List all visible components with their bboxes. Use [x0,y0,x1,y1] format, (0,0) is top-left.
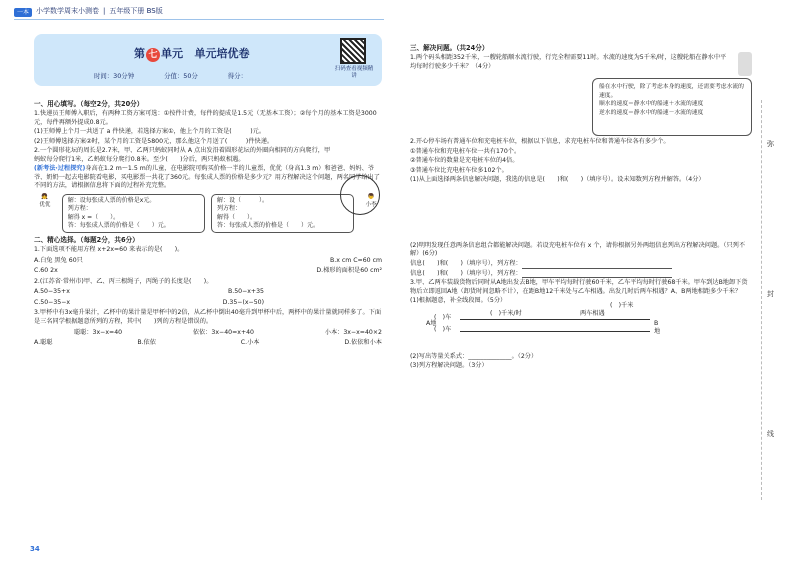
header-rule [14,19,384,20]
q5-opt-b[interactable]: B.50−x+35 [228,288,264,296]
r3b: (2)写出等量关系式：______________。（2分） [410,352,538,360]
unit-banner [34,34,382,86]
q1a: (1)王师傅上个月一共送了 a 件快递，若选择方案①，他上个月的工资是( )元。 [34,128,266,136]
r2c-2-text: 信息( )和( )（填序号），列方程： [410,269,522,277]
r2a-answer-space[interactable] [410,186,750,242]
q3-tag: (新考法·过程探究) [34,165,86,173]
q5-opt-d[interactable]: D.35−(x−50) [222,298,264,306]
q5-opt-c[interactable]: C.50−35−x [34,298,71,306]
tip-line-1: 船在水中行驶，除了考虑本身的速度，还需要考虑水流的速度。 [599,84,744,99]
q3 [34,165,382,191]
brand-logo: 一本 [14,8,32,17]
got-score: 得分： [227,72,247,80]
q5-opt-a[interactable]: A.50−35+x [34,288,70,296]
section-1-title: 一、用心填写。（每空2分，共20分） [34,100,144,108]
q5-options [34,288,264,297]
tip-box [592,78,752,136]
dialog-row [34,194,382,233]
q6-equations [34,329,382,338]
b1-l4: 答：每张成人票的价格是（ ）元。 [67,221,170,229]
bubble-1 [62,194,205,233]
q4-opt-c[interactable]: C.60 2x [34,267,58,275]
q4-options [34,257,382,266]
q2: 2.一个圆形花坛的周长是2.7米，甲、乙两只蚂蚁同时从 A 点出发沿着圆形花坛的外圈向相同的方向爬行，甲蚂蚁每分爬行1米，乙蚂蚁每分爬行0.8米。至少( )分后，两只蚂蚁相遇。 [34,147,331,163]
page-number: 34 [30,545,40,553]
section-3-title: 三、解决问题。（共24分） [410,44,489,52]
unit-subtitle: 单元培优卷 [194,47,250,60]
margin-xian: 线 [767,430,774,438]
diagram-meet: 两车相遇 [580,309,605,317]
unit-number-badge: 七 [146,48,160,62]
kid-xiaoli: 👦 小李 [365,194,377,208]
q4-opt-a[interactable]: A.白兔 黑兔 60只 [34,256,83,264]
b2-l1: 解：设（ ）。 [217,197,269,205]
edition: 五年级下册 BS版 [109,7,163,16]
b1-l2: 列方程： [67,205,92,213]
q6-opt-d[interactable]: D.依依和小本 [344,339,382,347]
r2c-1-answer-line[interactable] [522,262,672,269]
section-2-title: 二、精心选择。（每题2分，共6分） [34,236,139,245]
score-info: 分值：50分 [164,72,198,80]
qr-caption: 扫码查看视频精讲 [334,66,374,79]
tip-line-3: 逆水的速度＝静水中的船速－水流的速度 [599,110,704,117]
header-bar [14,6,163,18]
kid1-name: 优优 [39,201,51,208]
b1-l1: 解：设每张成人票的价格是x元。 [67,197,156,205]
r2a: (1)从上面选择两条信息解决问题，我选的信息是( )和( )（填序号）。设未知数列方程并解答。（4分） [410,176,705,184]
r2-info-1: ①普通车位和充电桩车位一共有170个。 [410,147,521,155]
r2c-1-text: 信息( )和( )（填序号），列方程： [410,260,522,268]
binding-line [761,100,762,500]
r2-info-3: ③普通车位比充电桩车位多102个。 [410,166,508,174]
tip-line-2: 顺水的速度＝静水中的船速＋水流的速度 [599,101,704,108]
kid2-name: 小李 [365,201,377,208]
book-title: 小学数学周末小测卷 [36,7,100,16]
q1: 1.快递员王师傅入职后，有两种工资方案可选：①按件计费，每件的提成是1.5元（无基本工资）；②每个月的基本工资是3000元，每件再额外提成0.8元。 [34,110,377,126]
q4-opt-b[interactable]: B.x cm C=60 cm [329,256,382,264]
margin-mi: 弥 [767,140,774,148]
q4-opt-d[interactable]: D.梯形的面积是60 cm² [316,267,382,275]
diagram-car2: ( )车 [434,325,452,333]
b1-l3: 解得 x =（ ）。 [67,213,120,221]
unit-title [134,46,250,62]
diagram-b: B地 [654,319,661,336]
time-info: 时间：30分钟 [94,72,135,80]
q6-opt-c[interactable]: C.小本 [240,339,260,347]
b2-l2: 列方程： [217,205,242,213]
bubble-2 [211,194,354,233]
q6-eq-3: 小本：3x−x=40×2 [324,328,382,336]
q1b: (2)王师傅选择方案②时，某个月的工资是5800元，那么他这个月送了( )件快递。 [34,137,274,145]
q6-options [34,339,382,348]
b2-l4: 答：每张成人票的价格是（ ）元。 [217,221,320,229]
segment-diagram [426,301,661,353]
q4-options-2 [34,267,382,276]
unit-prefix: 第 [134,47,145,60]
r3: 3.甲、乙两车装载货物后同时从A地出发去B地，甲车平均每时行驶60千米，乙车平均每时行驶68千米。甲车到达B地卸下货物后立即返回A地（卸货时间忽略不计），在距B地12千米处与乙车相遇。出发几时后两车相遇？A、B两地相距多少千米？ [410,279,748,295]
r1: 1.两个码头相距352千米，一艘轮船顺水流行驶，行完全程需要11时。水流的速度为5千米/时，这艘轮船在静水中平均每时行驶多少千米？（4分） [410,54,727,70]
q6-eq-1: 聪聪：3x−x=40 [74,328,123,336]
r3a: (1)根据题意，补全线段图。（5分） [410,297,507,305]
kid-youyou: 👧 优优 [39,194,51,208]
diagram-a: A地 [426,319,437,327]
exam-meta [94,72,247,81]
r2b: (2)明明发现任意两条信息组合都能解决问题。若设充电桩车位有 x 个，请你根据另外两组信息列出方程解决问题。（只列不解）(6分) [410,241,746,258]
margin-feng: 封 [767,290,774,298]
r2-info-2: ②普通车位的数量是充电桩车位的4倍。 [410,157,519,165]
q4: 1.下面选项不能用方程 x+2x=60 来表示的是( )。 [34,246,184,254]
q5-options-2 [34,299,264,308]
b2-l3: 解得（ ）。 [217,213,257,221]
header-divider: | [103,7,106,16]
r3c: (3)列方程解决问题。（3分） [410,362,488,370]
diagram-speed: ( )千米/时 [490,309,522,317]
q5: 2.(江苏省·常州市)甲、乙、丙三根绳子，丙绳子的长度是( )。 [34,277,213,285]
r2: 2.开心停车场有普通车位和充电桩车位，根据以下信息，求充电桩车位和普通车位各有多少个。 [410,138,670,146]
left-column [34,98,382,350]
flowerbed-circle [340,175,380,215]
pencil-icon [738,52,752,76]
r2c-2 [410,270,750,279]
r2c-2-answer-line[interactable] [522,271,672,278]
diagram-line-2 [460,331,650,332]
qr-code-icon[interactable] [340,38,366,64]
q6-opt-b[interactable]: B.依依 [137,339,156,347]
r2c-1 [410,260,750,269]
q3-text: 身高在1.2 m～1.5 m的儿童，在电影院可购买价格一半的儿童票，优优（身高1.3 m）和爸爸、妈妈、爷爷、奶奶一起去电影院看电影，买电影票一共花了360元。每张成人票的价格是多少元？用方程解决这个问题，两名同学给出了不同的方法，请根据信息将下面的过程补充完整。 [34,165,380,190]
diagram-km: ( )千米 [610,301,634,309]
q6-eq-2: 依依：3x−40=x+40 [192,328,254,336]
q6-opt-a[interactable]: A.聪聪 [34,339,53,347]
q6: 3.甲杯中有3x毫升果汁，乙杯中的果汁量是甲杯中的2倍，从乙杯中倒出40毫升到甲杯中后，两杯中的果汁量就同样多了。下面是三名同学根据题意所列的方程，其中( )列的方程是错误的。 [34,309,382,325]
unit-suffix: 单元 [161,47,183,60]
diagram-line-1 [460,319,650,320]
diagram-car1: ( )车 [434,313,452,321]
